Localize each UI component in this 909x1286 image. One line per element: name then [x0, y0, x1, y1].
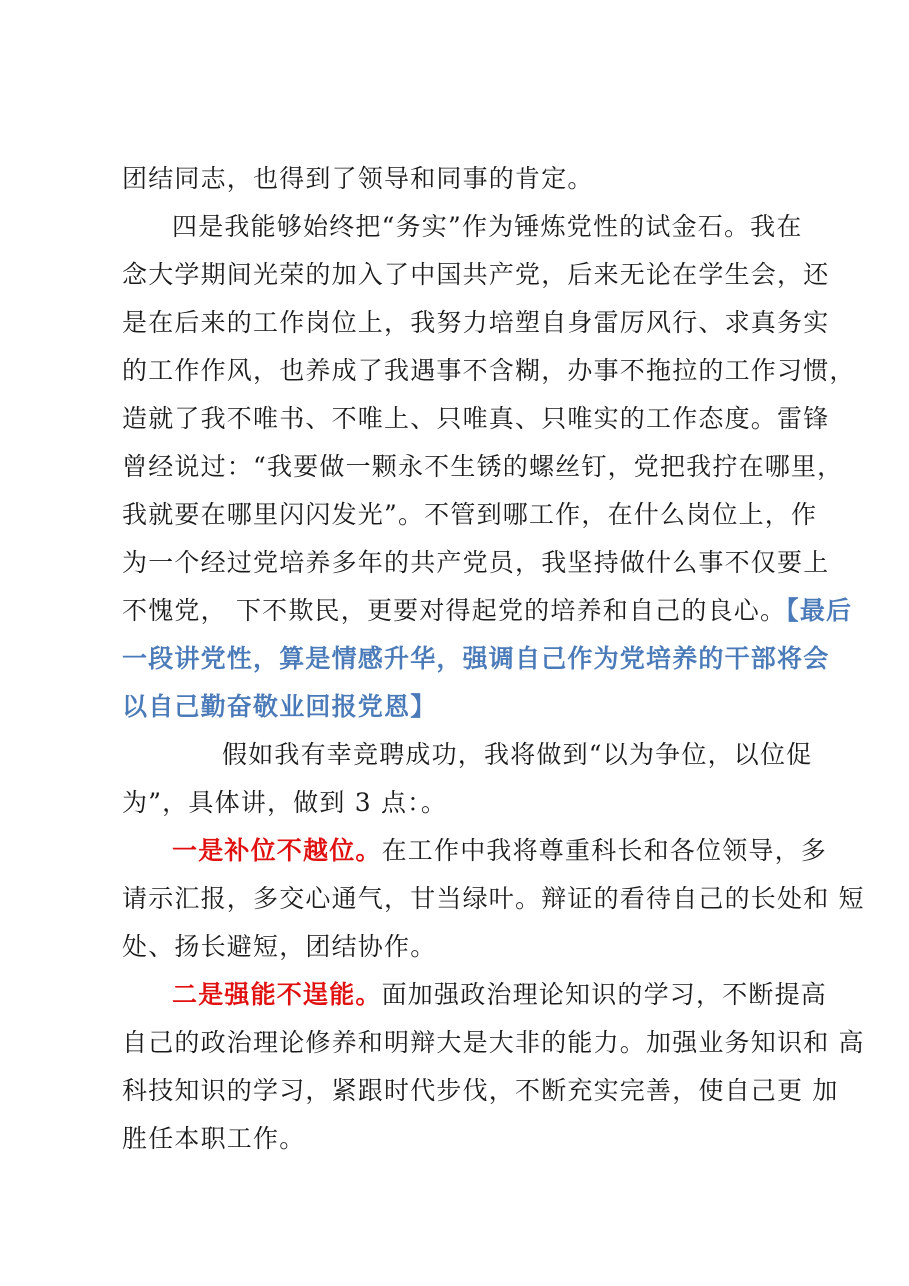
paragraph-5-line: 自己的政治理论修养和明辩大是大非的能力。加强业务知识和 高 — [122, 1028, 865, 1057]
paragraph-5-text: 面加强政治理论知识的学习，不断提高 — [381, 980, 828, 1009]
editor-note-line: 一段讲党性，算是情感升华，强调自己作为党培养的干部将会 — [122, 644, 830, 673]
paragraph-4-line: 请示汇报，多交心通气，甘当绿叶。辩证的看待自己的长处和 短 — [122, 884, 865, 913]
paragraph-4-text: 在工作中我将尊重科长和各位领导，多 — [381, 836, 828, 865]
paragraph-2-line — [122, 591, 852, 631]
paragraph-2-line: 造就了我不唯书、不唯上、只唯真、只唯实的工作态度。雷锋 — [122, 404, 830, 433]
section-heading: 二是强能不逞能。 — [172, 980, 382, 1009]
paragraph-2-text: 不愧党， 下不欺民，更要对得起党的培养和自己的良心。 — [122, 596, 787, 625]
paragraph-5-line: 科技知识的学习，紧跟时代步伐，不断充实完善，使自己更 加 — [122, 1076, 839, 1105]
section-heading: 一是补位不越位。 — [172, 836, 382, 865]
paragraph-2-line: 的工作作风，也养成了我遇事不含糊，办事不拖拉的工作习惯， — [122, 356, 856, 385]
paragraph-4-line — [172, 831, 827, 871]
paragraph-5-line: 胜任本职工作。 — [122, 1124, 306, 1153]
paragraph-2-line: 四是我能够始终把“务实”作为锤炼党性的试金石。我在 — [172, 212, 803, 241]
paragraph-2-line: 念大学期间光荣的加入了中国共产党，后来无论在学生会，还 — [122, 260, 830, 289]
paragraph-3-line: 假如我有幸竞聘成功，我将做到“以为争位，以位促 — [222, 740, 813, 769]
paragraph-2-line: 我就要在哪里闪闪发光”。不管到哪工作，在什么岗位上，作 — [122, 500, 818, 529]
paragraph-2-line: 为一个经过党培养多年的共产党员，我坚持做什么事不仅要上 — [122, 548, 830, 577]
paragraph-2-line: 曾经说过：“我要做一颗永不生锈的螺丝钉，党把我拧在哪里， — [122, 452, 844, 481]
paragraph-1-line: 团结同志，也得到了领导和同事的肯定。 — [122, 164, 594, 193]
editor-note: 【最后 — [786, 596, 853, 625]
paragraph-3-line: 为”，具体讲，做到 3 点：。 — [122, 788, 448, 817]
paragraph-5-line — [172, 975, 827, 1015]
editor-note-line: 以自己勤奋敬业回报党恩】 — [122, 692, 437, 721]
paragraph-2-line: 是在后来的工作岗位上，我努力培塑自身雷厉风行、求真务实 — [122, 308, 830, 337]
paragraph-4-line: 处、扬长避短，团结协作。 — [122, 932, 437, 961]
